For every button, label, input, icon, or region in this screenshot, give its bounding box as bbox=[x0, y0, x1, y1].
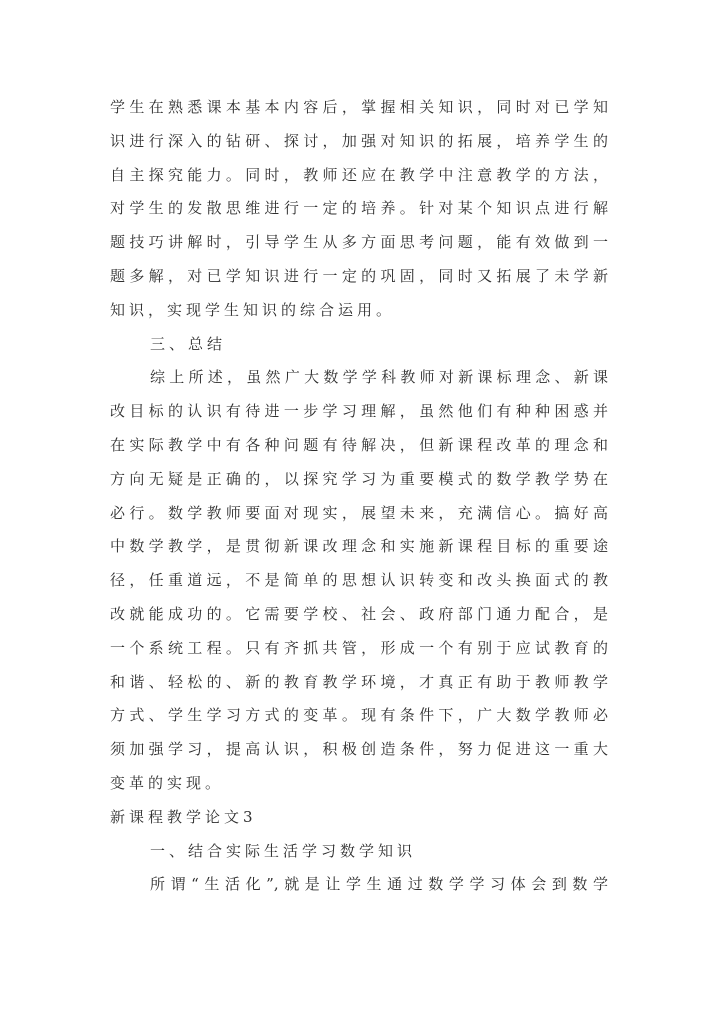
section-heading-summary: 三、总结 bbox=[150, 334, 227, 353]
document-body bbox=[110, 91, 608, 902]
paragraph-line: 对学生的发散思维进行一定的培养。针对某个知识点进行解 bbox=[110, 199, 608, 218]
paragraph-line: 题技巧讲解时，引导学生从多方面思考问题，能有效做到一 bbox=[110, 233, 608, 252]
paragraph-line: 中数学教学，是贯彻新课改理念和实施新课程目标的重要途 bbox=[110, 537, 608, 556]
paragraph-line: 所谓“生活化”,就是让学生通过数学学习体会到数学 bbox=[150, 875, 608, 894]
paragraph-line: 改就能成功的。它需要学校、社会、政府部门通力配合，是 bbox=[110, 604, 608, 623]
paragraph-line: 综上所述，虽然广大数学学科教师对新课标理念、新课 bbox=[150, 368, 608, 387]
paragraph-line: 方向无疑是正确的，以探究学习为重要模式的数学教学势在 bbox=[110, 469, 608, 488]
paragraph-line: 一个系统工程。只有齐抓共管，形成一个有别于应试教育的 bbox=[110, 638, 608, 657]
article-title: 新课程教学论文3 bbox=[110, 807, 257, 826]
paragraph-line: 识进行深入的钻研、探讨，加强对知识的拓展，培养学生的 bbox=[110, 131, 608, 150]
paragraph-line: 必行。数学教师要面对现实，展望未来，充满信心。搞好高 bbox=[110, 503, 608, 522]
paragraph-line: 径，任重道远，不是简单的思想认识转变和改头换面式的教 bbox=[110, 571, 608, 590]
paragraph-line: 改目标的认识有待进一步学习理解，虽然他们有种种困惑并 bbox=[110, 402, 608, 421]
paragraph-line: 自主探究能力。同时，教师还应在教学中注意教学的方法， bbox=[110, 165, 608, 184]
paragraph-line: 在实际教学中有各种问题有待解决，但新课程改革的理念和 bbox=[110, 435, 608, 454]
paragraph-line: 学生在熟悉课本基本内容后，掌握相关知识，同时对已学知 bbox=[110, 98, 608, 116]
paragraph-line: 变革的实现。 bbox=[110, 773, 225, 792]
paragraph-line: 方式、学生学习方式的变革。现有条件下，广大数学教师必 bbox=[110, 706, 608, 725]
paragraph-line: 和谐、轻松的、新的教育教学环境，才真正有助于教师教学 bbox=[110, 672, 608, 691]
paragraph-line: 须加强学习，提高认识，积极创造条件，努力促进这一重大 bbox=[110, 740, 608, 759]
paragraph-line: 知识，实现学生知识的综合运用。 bbox=[110, 300, 396, 319]
section-heading: 一、结合实际生活学习数学知识 bbox=[150, 841, 417, 860]
paragraph-line: 题多解，对已学知识进行一定的巩固，同时又拓展了未学新 bbox=[110, 266, 608, 285]
